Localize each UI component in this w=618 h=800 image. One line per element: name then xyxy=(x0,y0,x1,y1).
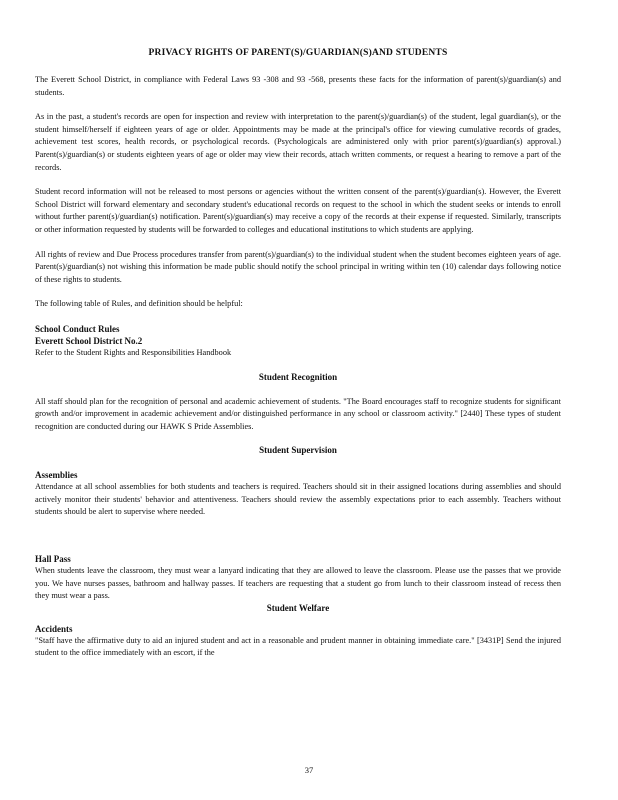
page-title: PRIVACY RIGHTS OF PARENT(S)/GUARDIAN(S)AND STUDENTS xyxy=(148,48,448,58)
recognition-text: All staff should plan for the recognition of personal and academic achievement of students. "The Board encourages staff to recognize students for significant growth and/or improvement in academic achievement and/or distinguished performance in any school or classroom activity." [2440] These types of student recognition are conducted during our HAWK S Pride Assemblies. xyxy=(35,396,561,431)
rights-transfer-paragraph: All rights of review and Due Process procedures transfer from parent(s)/guardian(s) to the individual student when the student becomes eighteen years of age. Parent(s)/guardian(s) not wishing this information be made public should notify the school principal in writing within ten (10) calendar days following notice of these rights to students. xyxy=(35,249,561,284)
hall-pass-label: Hall Pass xyxy=(35,554,71,565)
assemblies-text: Attendance at all school assemblies for both students and teachers is required. Teachers should sit in their assigned locations during assemblies and should actively monitor their students' behavior and attentiveness. Teachers should review the assembly expectations prior to each assembly. Teachers without students should be alert to supervise where needed. xyxy=(35,482,561,517)
conduct-section xyxy=(35,323,561,360)
document-page xyxy=(35,44,561,672)
recognition-heading: Student Recognition xyxy=(258,371,338,382)
assemblies-label: Assemblies xyxy=(35,470,78,481)
intro-paragraph: The Everett School District, in compliance with Federal Laws 93 -308 and 93 -568, presents these facts for the information of parent(s)/guardian(s) and students. xyxy=(35,75,561,97)
district-heading: Everett School District No.2 xyxy=(35,335,143,346)
rules-intro-paragraph: The following table of Rules, and definition should be helpful: xyxy=(35,299,243,309)
accidents-label: Accidents xyxy=(35,623,73,634)
records-access-paragraph: As in the past, a student's records are open for inspection and review with interpretation to the parent(s)/guardian(s) of the student, legal guardian(s), or the student himself/herself if eighteen years of age or older. Appointments may be made at the principal's office for viewing cumulative records of grades, achievement test scores, health records, or psychological records. (Psychologicals are administered only with prior parent(s)/guardian(s) approval.) Parent(s)/guardian(s) or students eighteen years of age or older may view their records, attach written comments, or request a hearing to remove a part of the records. xyxy=(35,112,561,172)
conduct-heading: School Conduct Rules xyxy=(35,323,120,334)
accidents-text: "Staff have the affirmative duty to aid an injured student and act in a reasonable and prudent manner in obtaining immediate care." [3431P] Send the injured student to the office immediately with an escort, if the xyxy=(35,635,561,658)
supervision-heading: Student Supervision xyxy=(259,445,337,456)
hall-pass-text: When students leave the classroom, they must wear a lanyard indicating that they are allowed to leave the classroom. Please use the passes that we provide you. We have nurses passes, bathroom and hallway passes. If teachers are requesting that a student go from lunch to their classroom instead of recess then they must wear a pass. xyxy=(35,566,561,601)
welfare-heading: Student Welfare xyxy=(266,602,330,613)
page-number: 37 xyxy=(304,765,314,775)
conduct-text: Refer to the Student Rights and Responsibilities Handbook xyxy=(35,347,232,357)
records-release-paragraph: Student record information will not be released to most persons or agencies without the written consent of the parent(s)/guardian(s). However, the Everett School District will forward elementary and secondary student's educational records on request to the school in which the student seeks or intends to enroll without further parent(s)/guardian(s) notification. Parent(s)/guardian(s) may receive a copy of the records at their expense if requested. Similarly, transcripts or other information requested by students will be forwarded to colleges and educational institutions to which students are applying. xyxy=(35,187,561,234)
